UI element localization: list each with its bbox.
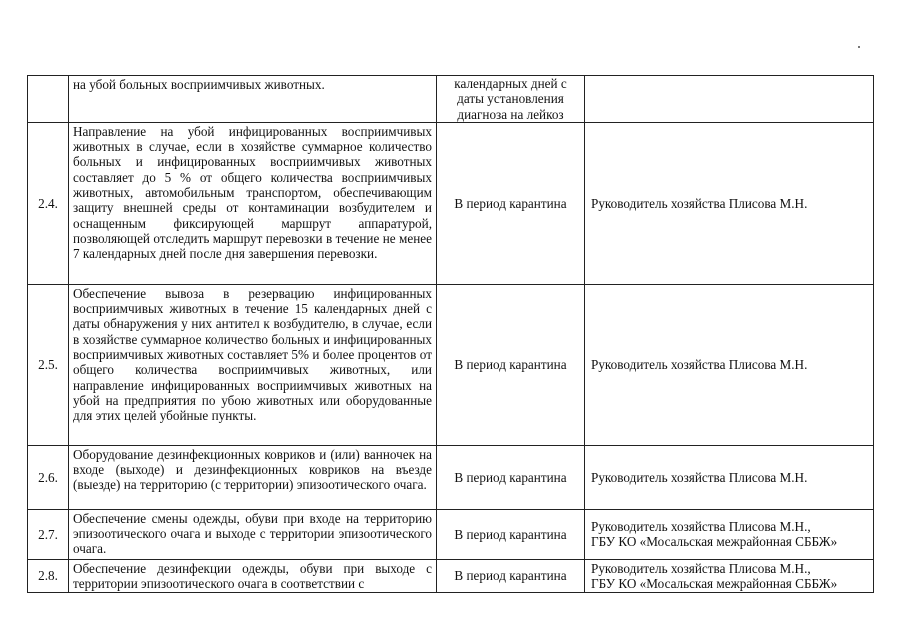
responsible-cell (585, 284, 874, 445)
row-number: 2.8. (28, 559, 69, 592)
responsible-line: Руководитель хозяйства Плисова М.Н., (591, 560, 811, 576)
period-cell (437, 284, 585, 445)
responsible-cell (585, 509, 874, 559)
table-row (28, 559, 874, 592)
period-line: В период карантина (454, 469, 567, 485)
responsible-cell (585, 445, 874, 509)
table-row (28, 445, 874, 509)
period-line: диагноза на лейкоз (457, 106, 564, 122)
period-cell (437, 445, 585, 509)
period-line: В период карантина (454, 568, 567, 584)
table-row (28, 76, 874, 123)
row-number (28, 76, 69, 123)
period-cell (437, 76, 585, 123)
responsible-line: ГБУ КО «Мосальская межрайонная СББЖ» (591, 534, 838, 550)
period-line: календарных дней с (454, 76, 567, 91)
measure-text: Направление на убой инфицированных восприимчивых животных в случае, если в хозяйстве суммарное количество больных и инфицированных восприимчивых животных составляет до 5 % от общего количества восприимчивых животных, автомобильным транспортом, обеспечивающим защиту внешней среды от контаминации возбудителем и оснащенным фиксирующей маршрут аппаратурой, позволяющей отследить маршрут перевозки в течение не менее 7 календарных дней после дня завершения перевозки. (69, 122, 437, 284)
responsible-cell (585, 559, 874, 592)
period-cell (437, 122, 585, 284)
measure-text: Обеспечение вывоза в резервацию инфицированных восприимчивых животных в течение 15 календарных дней с даты обнаружения у них антител к возбудителю, в случае, если в хозяйстве суммарное количество больных и инфицированных восприимчивых животных составляет 5% и более процентов от общего количества восприимчивых животных, или направление инфицированных восприимчивых животных на убой на предприятия по убою животных или оборудованные для этих целей убойные пункты. (69, 284, 437, 445)
table-row (28, 509, 874, 559)
responsible-line: ГБУ КО «Мосальская межрайонная СББЖ» (591, 575, 838, 591)
responsible-line: Руководитель хозяйства Плисова М.Н. (591, 357, 808, 373)
period-cell (437, 559, 585, 592)
responsible-line: Руководитель хозяйства Плисова М.Н. (591, 195, 808, 211)
row-number: 2.5. (28, 284, 69, 445)
row-number: 2.4. (28, 122, 69, 284)
row-number: 2.6. (28, 445, 69, 509)
period-cell (437, 509, 585, 559)
responsible-line: Руководитель хозяйства Плисова М.Н. (591, 469, 808, 485)
measure-text: Обеспечение смены одежды, обуви при входе на территорию эпизоотического очага и выходе с территории эпизоотического очага. (69, 509, 437, 559)
period-line: В период карантина (454, 526, 567, 542)
period-line: В период карантина (454, 357, 567, 373)
period-line: В период карантина (454, 195, 567, 211)
measure-text: на убой больных восприимчивых животных. (69, 76, 437, 123)
responsible-cell (585, 76, 874, 123)
scan-speck (858, 46, 860, 48)
measure-text: Оборудование дезинфекционных ковриков и (или) ванночек на входе (выходе) и дезинфекционных ковриков на въезде (выезде) на территорию (с территории) эпизоотического очага. (69, 445, 437, 509)
table-row (28, 284, 874, 445)
row-number: 2.7. (28, 509, 69, 559)
responsible-line: Руководитель хозяйства Плисова М.Н., (591, 519, 811, 535)
table-row (28, 122, 874, 284)
period-line: даты установления (457, 91, 564, 107)
responsible-cell (585, 122, 874, 284)
measure-text: Обеспечение дезинфекции одежды, обуви при выходе с территории эпизоотического очага в соответствии с (69, 559, 437, 592)
measures-table (27, 75, 874, 593)
